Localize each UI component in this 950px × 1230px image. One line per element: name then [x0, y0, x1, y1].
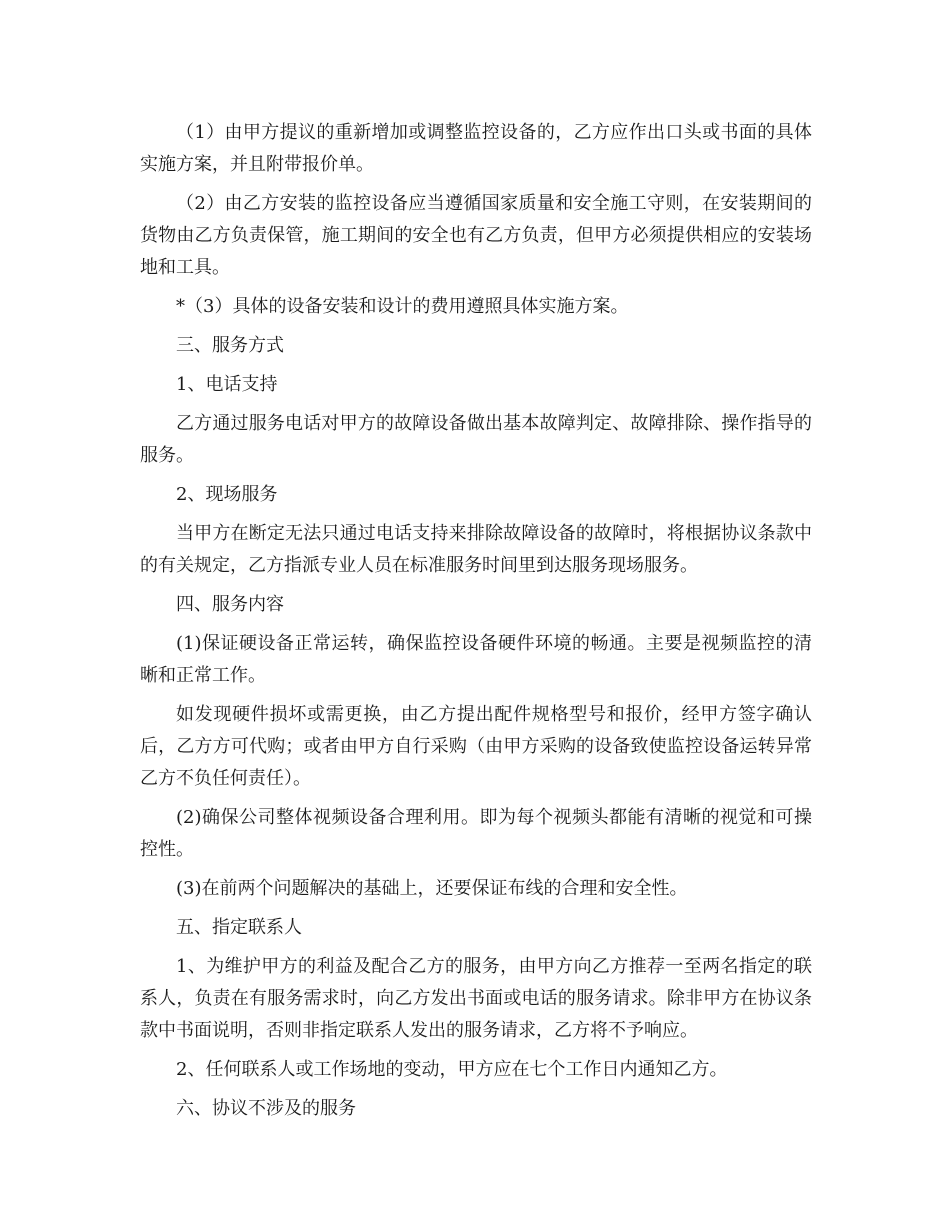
paragraph-contact-item-1: 1、为维护甲方的利益及配合乙方的服务，由甲方向乙方推荐一至两名指定的联系人，负责在有服务需求时，向乙方发出书面或电话的服务请求。除非甲方在协议条款中书面说明，否则非指定联系人发出的服务请求，乙方将不予响应。 — [140, 956, 812, 1041]
paragraph-content-item-1: (1)保证硬设备正常运转，确保监控设备硬件环境的畅通。主要是视频监控的清晰和正常工作。 — [140, 633, 812, 686]
paragraph-contact-item-2: 2、任何联系人或工作场地的变动，甲方应在七个工作日内通知乙方。 — [176, 1059, 728, 1080]
paragraph-phone-support: 乙方通过服务电话对甲方的故障设备做出基本故障判定、故障排除、操作指导的服务。 — [140, 413, 812, 466]
paragraph-onsite-service: 当甲方在断定无法只通过电话支持来排除故障设备的故障时，将根据协议条款中的有关规定，乙方指派专业人员在标准服务时间里到达服务现场服务。 — [140, 523, 812, 576]
paragraph-item-2-installation: （2）由乙方安装的监控设备应当遵循国家质量和安全施工守则，在安装期间的货物由乙方负责保管，施工期间的安全也有乙方负责，但甲方必须提供相应的安装场地和工具。 — [140, 193, 812, 278]
section-heading-service-method: 三、服务方式 — [176, 335, 284, 356]
paragraph-item-3-costs: *（3）具体的设备安装和设计的费用遵照具体实施方案。 — [176, 296, 629, 317]
subheading-phone-support: 1、电话支持 — [176, 374, 278, 395]
paragraph-item-1-proposal: （1）由甲方提议的重新增加或调整监控设备的，乙方应作出口头或书面的具体实施方案，并且附带报价单。 — [140, 122, 812, 175]
paragraph-content-item-2: (2)确保公司整体视频设备合理利用。即为每个视频头都能有清晰的视觉和可操控性。 — [140, 807, 812, 860]
subheading-onsite-service: 2、现场服务 — [176, 484, 278, 505]
paragraph-content-item-3: (3)在前两个问题解决的基础上，还要保证布线的合理和安全性。 — [176, 878, 688, 899]
paragraph-hardware-replacement: 如发现硬件损坏或需更换，由乙方提出配件规格型号和报价，经甲方签字确认后，乙方方可代购；或者由甲方自行采购（由甲方采购的设备致使监控设备运转异常乙方不负任何责任）。 — [140, 704, 812, 789]
section-heading-service-content: 四、服务内容 — [176, 594, 284, 615]
section-heading-contact-person: 五、指定联系人 — [176, 917, 302, 938]
section-heading-excluded-services: 六、协议不涉及的服务 — [176, 1098, 356, 1119]
document-body — [140, 117, 812, 1132]
